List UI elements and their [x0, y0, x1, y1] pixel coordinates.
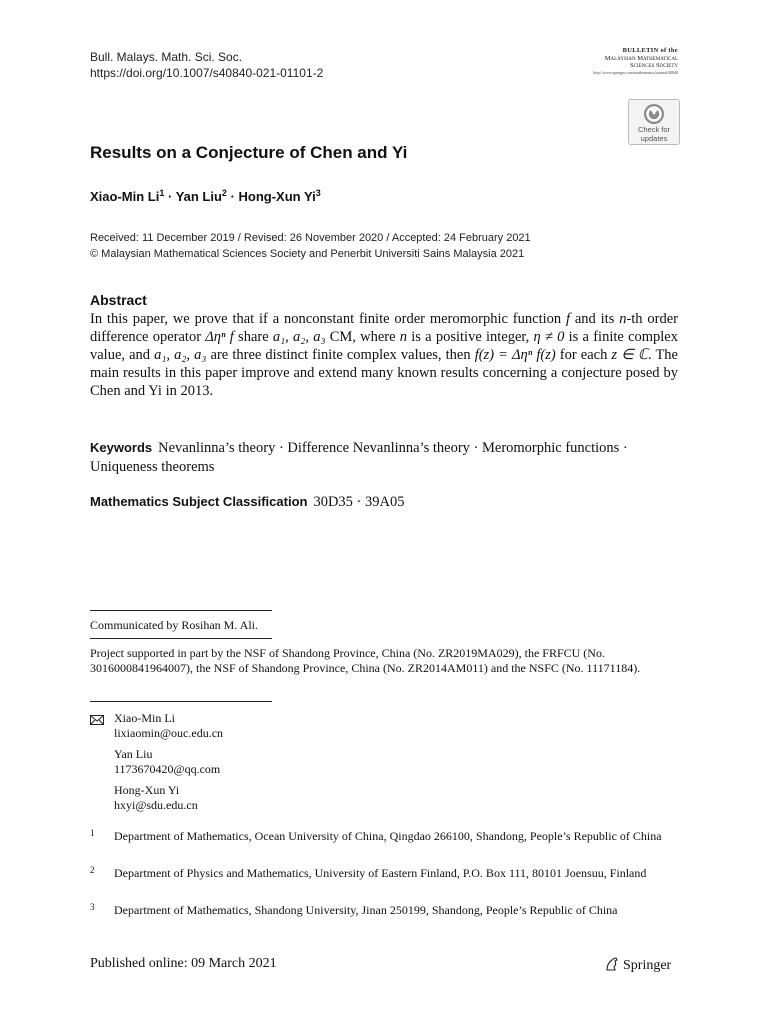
msc-label: Mathematics Subject Classification [90, 494, 308, 509]
author-separator: · [226, 189, 239, 204]
math-z-in-c: z ∈ ℂ [611, 347, 648, 363]
msc-classification [90, 494, 404, 511]
footnote-divider [90, 610, 272, 611]
keywords [90, 438, 678, 477]
math-equation: f(z) = Δηⁿ f(z) [474, 347, 556, 363]
author-separator: · [164, 189, 176, 204]
abstract-part: and its [570, 311, 620, 327]
abstract-part: is a positive integer, [407, 329, 534, 345]
journal-header [90, 49, 323, 81]
abstract-part: In this paper, we prove that if a nonconstant finite order meromorphic function [90, 311, 566, 327]
affiliation-number: 1 [90, 828, 95, 838]
author-name[interactable]: Xiao-Min Li [90, 189, 160, 204]
abstract-part: are three distinct finite complex values, then [206, 347, 475, 363]
keywords-text: Nevanlinna’s theory · Difference Nevanlinna’s theory · Meromorphic functions · Uniqueness theorems [90, 440, 628, 475]
math-difference-operator: Δηⁿ f [205, 329, 234, 345]
affiliation-text: Department of Mathematics, Shandong University, Jinan 250199, Shandong, People’s Republic of China [114, 903, 618, 917]
received-dates: Received: 11 December 2019 / Revised: 26 November 2020 / Accepted: 24 February 2021 [90, 232, 531, 244]
math-a-values: a₁, a₂, a₃ [272, 329, 326, 345]
affiliation-number: 3 [90, 902, 95, 912]
affiliation-text: Department of Mathematics, Ocean University of China, Qingdao 266100, Shandong, People’s Republic of China [114, 829, 662, 843]
author-affiliation-marker: 3 [315, 188, 321, 198]
bulletin-line-3: Sciences Society [629, 62, 678, 69]
contact-email[interactable]: 1173670420@qq.com [114, 762, 221, 776]
author-affiliation-marker: 1 [159, 188, 165, 198]
math-a-values: a₁, a₂, a₃ [154, 347, 207, 363]
keywords-label: Keywords [90, 440, 153, 455]
math-n: n [399, 329, 408, 345]
abstract-part: CM, where [325, 329, 400, 345]
bulletin-line-2: Malaysian Mathematical [604, 54, 678, 62]
bulletin-line-1: BULLETIN of the [622, 47, 678, 54]
author-list [90, 188, 321, 204]
bulletin-url: http://www.springer.com/mathematics/journal/40840 [593, 69, 678, 75]
affiliation-number: 2 [90, 865, 95, 875]
published-online: Published online: 09 March 2021 [90, 956, 277, 971]
contact-name: Yan Liu [114, 747, 153, 761]
author-name[interactable]: Yan Liu [175, 189, 222, 204]
math-eta: η ≠ 0 [533, 329, 565, 345]
msc-codes: 30D35 · 39A05 [313, 494, 405, 510]
contact-email[interactable]: lixiaomin@ouc.edu.cn [114, 726, 224, 740]
check-updates-icon [643, 103, 665, 125]
affiliation-text: Department of Physics and Mathematics, University of Eastern Finland, P.O. Box 111, 80101 Joensuu, Finland [114, 866, 647, 880]
abstract-part: . The main results in this paper improve and extend many known results concerning a conjecture posed by Chen and Yi in 2013. [90, 347, 678, 399]
publication-dates [90, 230, 531, 262]
contact-name: Hong-Xun Yi [114, 783, 180, 797]
doi-link[interactable]: https://doi.org/10.1007/s40840-021-01101-2 [90, 66, 324, 80]
abstract-part: -th order difference operator [90, 311, 679, 345]
abstract-text [90, 310, 678, 400]
footnote-divider [90, 701, 272, 702]
check-updates-label-1: Check for [637, 125, 671, 134]
math-n: n [619, 311, 627, 327]
author-affiliation-marker: 2 [221, 188, 227, 198]
math-f: f [565, 311, 571, 327]
copyright-line: © Malaysian Mathematical Sciences Society and Penerbit Universiti Sains Malaysia 2021 [90, 248, 525, 260]
contact-name: Xiao-Min Li [114, 711, 175, 725]
abstract-part: for each [555, 347, 612, 363]
paper-title: Results on a Conjecture of Chen and Yi [90, 143, 408, 162]
communicated-by: Communicated by Rosihan M. Ali. [90, 618, 258, 632]
publisher-name: Springer [623, 958, 672, 973]
project-funding: Project supported in part by the NSF of Shandong Province, China (No. ZR2019MA029), the FRFCU (No. 3016000841964007), the NSF of Shandong Province, China (No. ZR2014AM011) and the NSFC (No. 11171184). [90, 646, 641, 675]
journal-name: Bull. Malays. Math. Sci. Soc. [90, 50, 243, 64]
check-for-updates-button[interactable] [628, 99, 680, 145]
abstract-part: is a finite complex value, and [90, 329, 678, 363]
contact-email[interactable]: hxyi@sdu.edu.cn [114, 798, 198, 812]
springer-horse-icon [604, 956, 620, 972]
abstract-heading: Abstract [90, 292, 147, 308]
abstract-part: share [233, 329, 273, 345]
check-updates-label-2: updates [640, 134, 668, 143]
springer-logo [604, 956, 671, 974]
footnote-divider [90, 638, 272, 639]
author-name[interactable]: Hong-Xun Yi [238, 189, 316, 204]
envelope-icon [90, 715, 104, 725]
bulletin-logo [593, 47, 678, 76]
